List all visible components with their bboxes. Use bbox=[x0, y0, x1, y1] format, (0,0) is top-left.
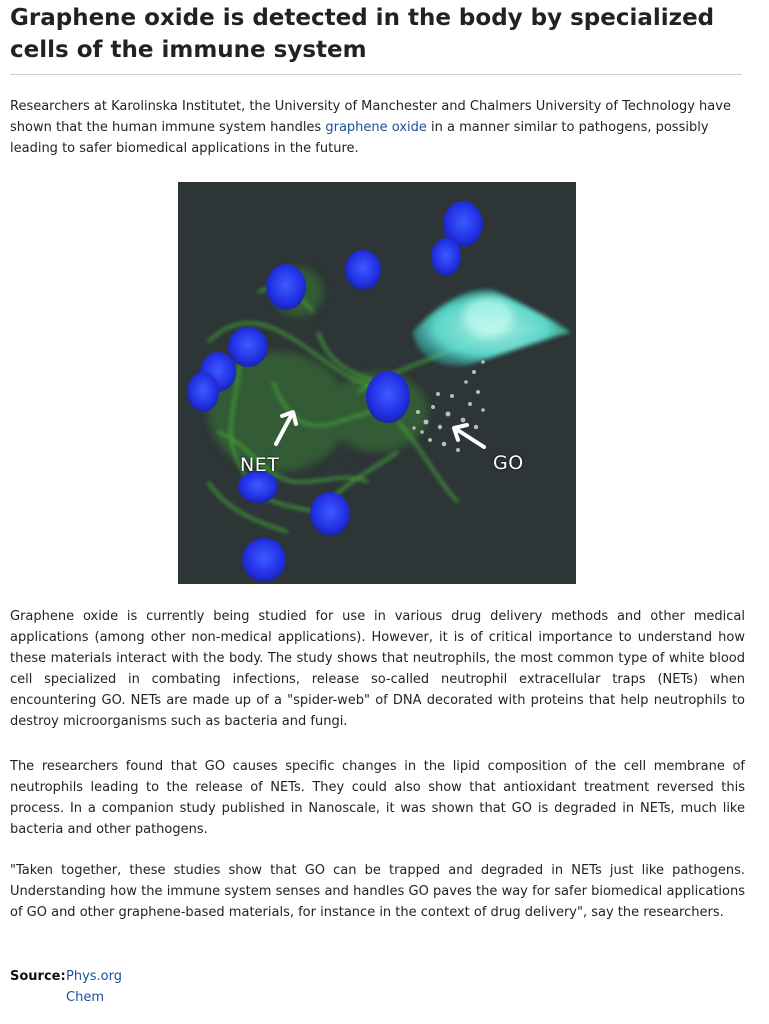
intro-text-end: in a manner similar to pathogens, possibly leading to safer biomedical applications in the future. bbox=[10, 120, 709, 156]
intro-text-start: Researchers at Karolinska Institutet, the University of Manchester and Chalmers University of Technology have shown that the human immune system handles bbox=[10, 99, 731, 135]
intro-paragraph bbox=[10, 96, 745, 159]
body-paragraph-1: Graphene oxide is currently being studied for use in various drug delivery methods and other medical applications (among other non-medical applications). However, it is of critical importance to understand how these materials interact with the body. The study shows that neutrophils, the most common type of white blood cell specialized in combating infections, release so-called neutrophil extracellular traps (NETs) when encountering GO. NETs are made up of a "spider-web" of DNA decorated with proteins that help neutrophils to destroy microorganisms such as bacteria and fungi. bbox=[10, 609, 745, 729]
net-label: NET bbox=[240, 454, 280, 476]
go-label: GO bbox=[493, 452, 524, 474]
source-links bbox=[66, 966, 122, 1008]
microscopy-figure bbox=[178, 182, 576, 584]
graphene-oxide-link[interactable]: graphene oxide bbox=[325, 120, 427, 135]
source-link-physorg[interactable]: Phys.org bbox=[66, 969, 122, 984]
microscopy-image bbox=[178, 182, 576, 584]
source-label: Source: bbox=[10, 969, 66, 984]
body-paragraph-3: "Taken together, these studies show that GO can be trapped and degraded in NETs just like pathogens. Understanding how the immune system senses and handles GO paves the way for safer biomedical applications of GO and other graphene-based materials, for instance in the context of drug delivery", say the researchers. bbox=[10, 863, 745, 920]
source-section bbox=[10, 966, 66, 987]
title-divider bbox=[10, 74, 742, 75]
body-paragraph-2: The researchers found that GO causes specific changes in the lipid composition of the cell membrane of neutrophils leading to the release of NETs. They could also show that antioxidant treatment reversed this process. In a companion study published in Nanoscale, it was shown that GO is degraded in NETs, much like bacteria and other pathogens. bbox=[10, 759, 745, 837]
article-title: Graphene oxide is detected in the body by specialized cells of the immune system bbox=[10, 5, 715, 63]
source-link-chem[interactable]: Chem bbox=[66, 990, 104, 1005]
